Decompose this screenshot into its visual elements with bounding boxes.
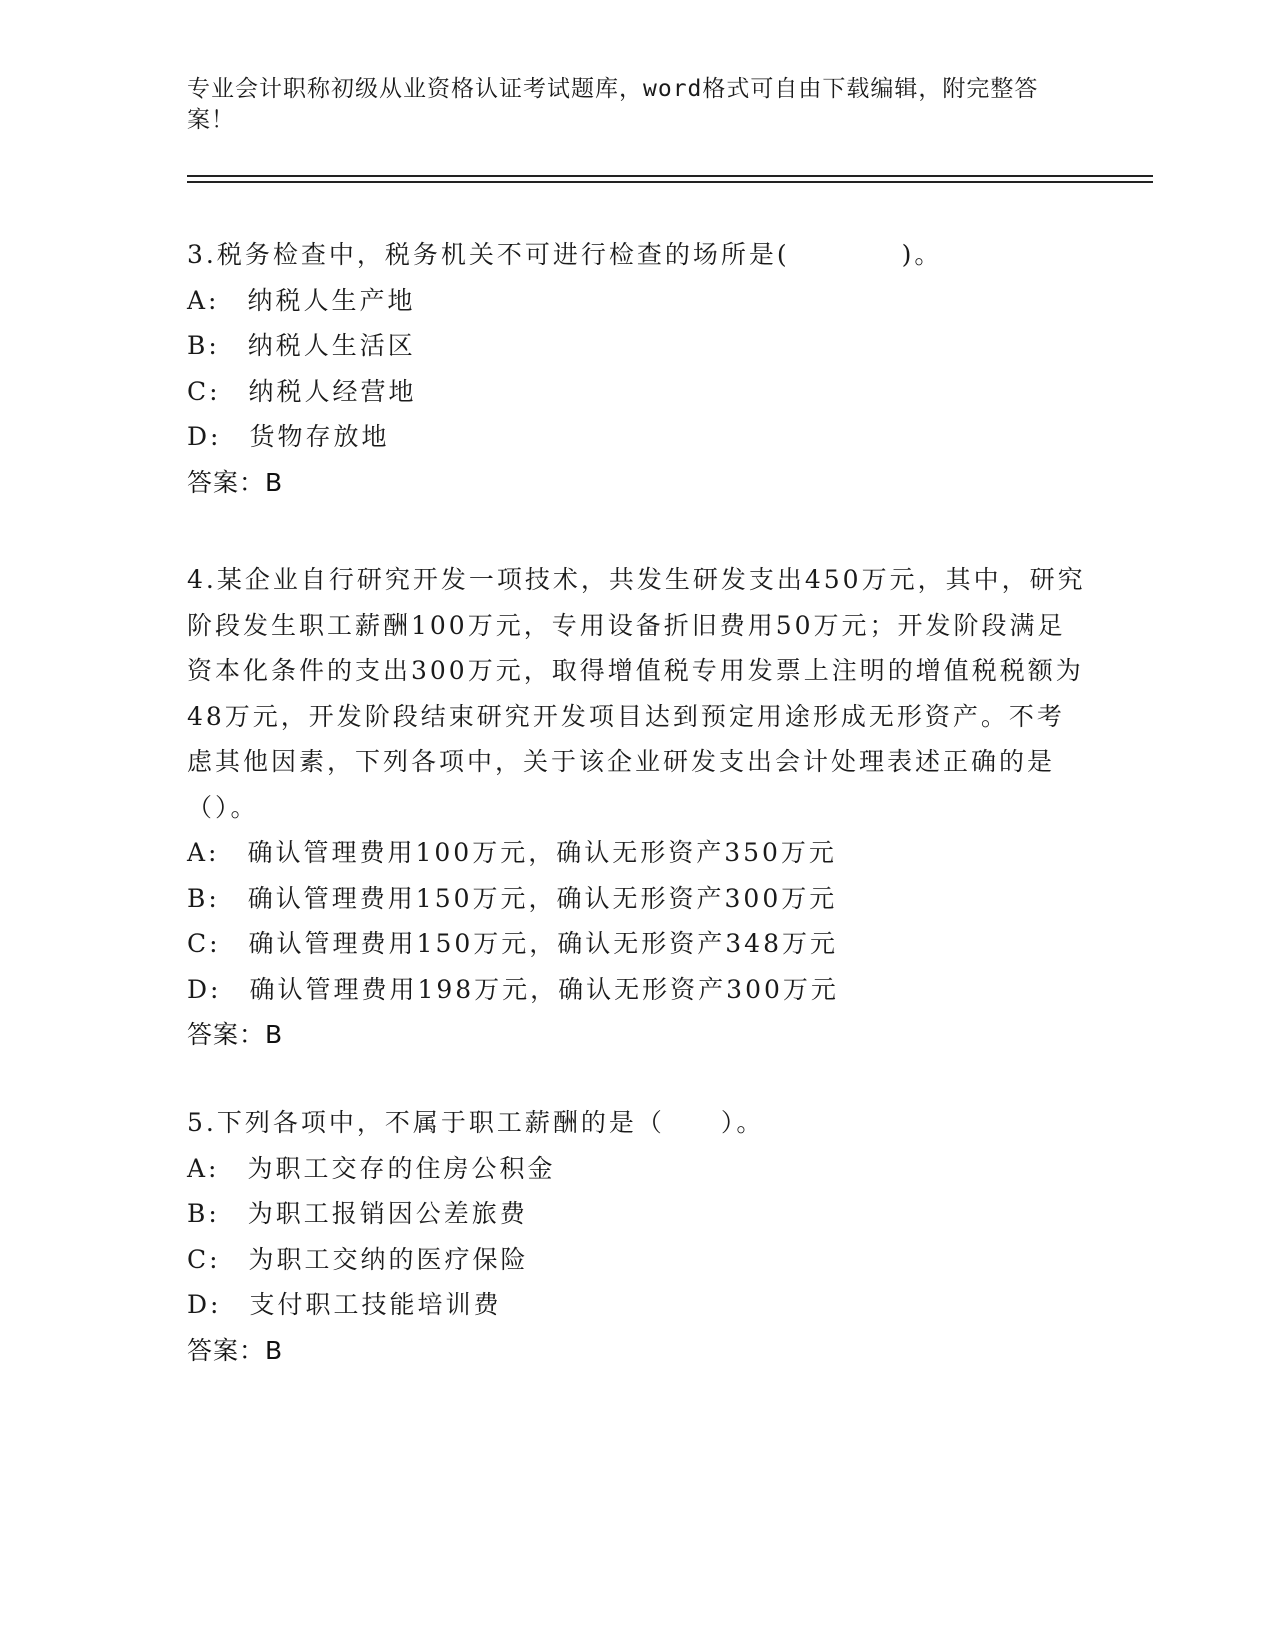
question-block [187, 1100, 1087, 1373]
answer-line: 答案：B [187, 1020, 284, 1049]
question-block [187, 232, 1087, 505]
question-block [187, 557, 1087, 1058]
option-c: C: 确认管理费用150万元，确认无形资产348万元 [187, 929, 838, 958]
header-divider-bottom [187, 181, 1153, 183]
question-stem: 3.税务检查中，税务机关不可进行检查的场所是( )。 [187, 240, 943, 269]
question-stem: 5.下列各项中，不属于职工薪酬的是（ ）。 [187, 1108, 765, 1137]
option-b: B: 为职工报销因公差旅费 [187, 1199, 528, 1228]
option-a: A: 为职工交存的住房公积金 [187, 1153, 556, 1183]
option-c: C: 为职工交纳的医疗保险 [187, 1244, 529, 1274]
option-a: A: 纳税人生产地 [187, 285, 416, 315]
option-b: B: 纳税人生活区 [187, 331, 416, 360]
option-d: D: 货物存放地 [187, 422, 390, 451]
answer-line: 答案：B [187, 1335, 284, 1365]
option-d: D: 确认管理费用198万元，确认无形资产300万元 [187, 974, 839, 1004]
option-b: B: 确认管理费用150万元，确认无形资产300万元 [187, 883, 838, 913]
option-a: A: 确认管理费用100万元，确认无形资产350万元 [187, 838, 837, 867]
answer-line: 答案：B [187, 467, 284, 497]
header-note: 专业会计职称初级从业资格认证考试题库，word格式可自由下载编辑，附完整答案！ [187, 76, 1039, 133]
header-divider-top [187, 175, 1153, 177]
option-d: D: 支付职工技能培训费 [187, 1290, 502, 1319]
question-stem: 4.某企业自行研究开发一项技术，共发生研发支出450万元，其中，研究阶段发生职工薪酬100万元，专用设备折旧费用50万元；开发阶段满足资本化条件的支出300万元，取得增值税专用发票上注明的增值税税额为48万元，开发阶段结束研究开发项目达到预定用途形成无形资产。不考虑其他因素，下列各项中，关于该企业研发支出会计处理表述正确的是（）。 [187, 565, 1086, 822]
option-c: C: 纳税人经营地 [187, 376, 417, 406]
